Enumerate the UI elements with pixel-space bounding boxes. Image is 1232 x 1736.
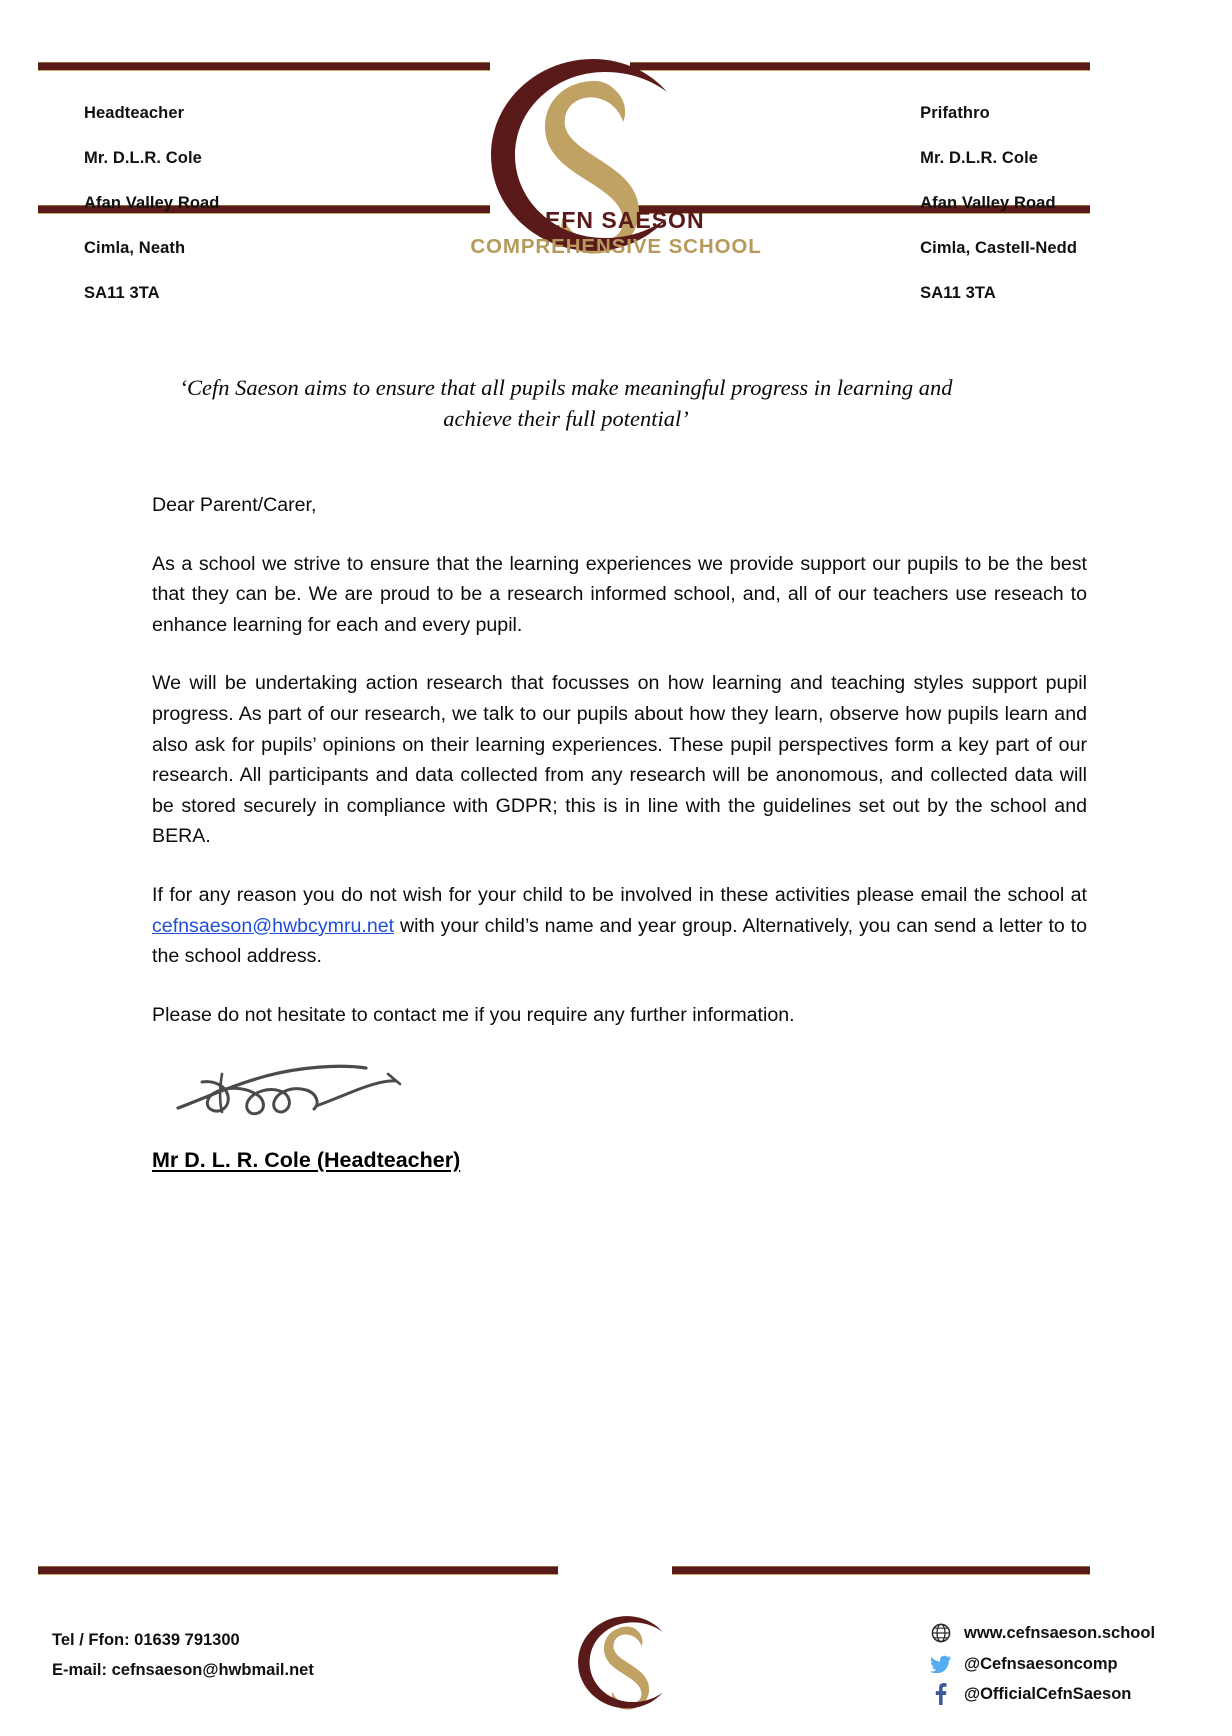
address-name-cy: Mr. D.L.R. Cole (920, 149, 1039, 168)
address-street-en: Afan Valley Road (84, 194, 220, 213)
school-name-line-1: CEFN SAESON (527, 207, 705, 233)
signature-name: Mr D. L. R. Cole (Headteacher) (152, 1148, 461, 1172)
paragraph-1: As a school we strive to ensure that the learning experiences we provide support our pupils to be the best that they can be. We are proud to be a research informed school, and, all of our teachers use reseach to enhance learning for each and every pupil. (152, 552, 1087, 636)
footer-website-row[interactable] (930, 1618, 1155, 1649)
address-postcode-en: SA11 3TA (84, 283, 160, 302)
footer-rule-left (38, 1566, 558, 1575)
twitter-icon (930, 1653, 951, 1674)
paragraph-2: We will be undertaking action research that focusses on how learning and teaching styles support pupil progress. As part of our research, we talk to our pupils about how they learn, observe how pupils learn and also ask for pupils’ opinions on their learning experiences. These pupil perspectives form a key part of our research. All participants and data collected from any research will be anonomous, and collected data will be stored securely in compliance with GDPR; this is in line with the guidelines set out by the school and BERA. (152, 672, 1087, 848)
footer-contact-block (52, 1625, 314, 1685)
address-town-cy: Cimla, Castell-Nedd (920, 238, 1077, 257)
salutation: Dear Parent/Carer, (152, 494, 317, 516)
footer-social-block (930, 1618, 1155, 1710)
footer-twitter-label: @Cefnsaesoncomp (964, 1654, 1118, 1673)
footer-cs-monogram-icon (556, 1596, 676, 1726)
address-role-cy: Prifathro (920, 104, 990, 123)
headteacher-address-welsh (920, 80, 1077, 326)
paragraph-3-text-before: If for any reason you do not wish for your child to be involved in these activities please email the school at (152, 883, 1087, 906)
footer-facebook-label: @OfficialCefnSaeson (964, 1685, 1132, 1703)
address-street-cy: Afan Valley Road (920, 194, 1056, 213)
paragraph-3-text-after: with your child’s name and year group. Alternatively, you can send a letter to to the school address. (152, 914, 1087, 968)
address-postcode-cy: SA11 3TA (920, 283, 996, 302)
footer-facebook-row[interactable] (930, 1679, 1155, 1710)
address-town-en: Cimla, Neath (84, 238, 186, 257)
school-name-line-2: COMPREHENSIVE SCHOOL (470, 235, 762, 258)
school-name-block (0, 207, 1232, 259)
school-motto: ‘Cefn Saeson aims to ensure that all pupils make meaningful progress in learning and achieve their full potential’ (179, 375, 953, 431)
footer-twitter-row[interactable] (930, 1649, 1155, 1680)
footer-website-label: www.cefnsaeson.school (964, 1624, 1156, 1642)
headteacher-address-english (84, 80, 219, 326)
paragraph-4: Please do not hesitate to contact me if you require any further information. (152, 1003, 795, 1026)
handwritten-signature (170, 1060, 460, 1130)
address-name-en: Mr. D.L.R. Cole (84, 149, 202, 168)
address-role-en: Headteacher (84, 104, 185, 123)
header-rule-top-left (38, 62, 490, 71)
facebook-icon (930, 1684, 951, 1705)
school-email-link[interactable]: cefnsaeson@hwbcymru.net (152, 914, 395, 937)
letterhead (0, 0, 1232, 302)
footer-telephone: Tel / Ffon: 01639 791300 (52, 1631, 240, 1649)
footer-rule-right (672, 1566, 1090, 1575)
letter-body (152, 490, 1087, 1058)
footer-email: E-mail: cefnsaeson@hwbmail.net (52, 1661, 314, 1679)
globe-icon (930, 1623, 951, 1644)
paragraph-3 (152, 880, 1087, 972)
